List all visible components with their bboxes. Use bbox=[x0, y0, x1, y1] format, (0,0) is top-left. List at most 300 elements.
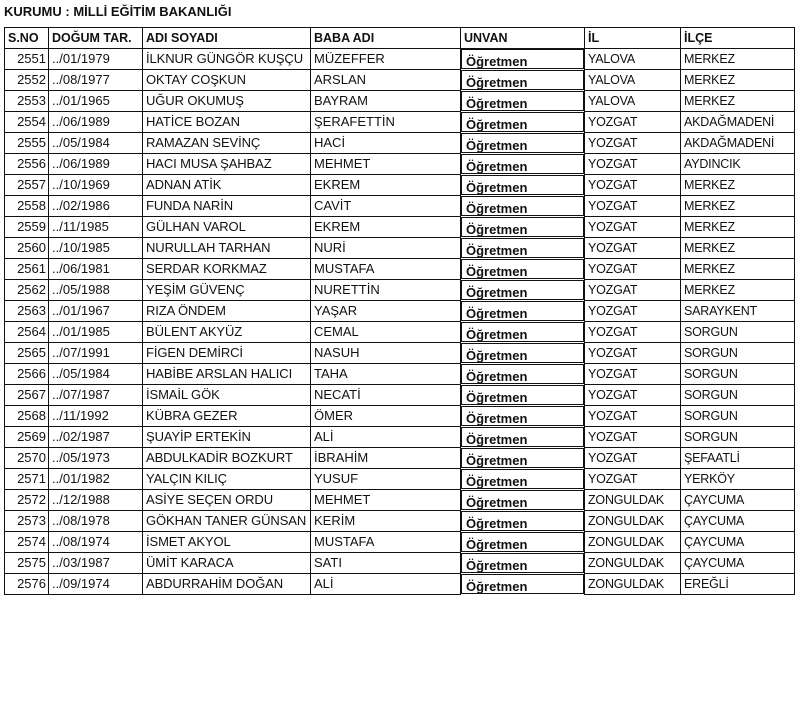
sno-cell-text: 2567 bbox=[17, 387, 46, 402]
father-name-cell-text: NASUH bbox=[314, 345, 360, 360]
sno-cell-text: 2560 bbox=[17, 240, 46, 255]
sno-cell bbox=[5, 196, 49, 217]
title-cell bbox=[461, 196, 584, 216]
title-cell-text: Öğretmen bbox=[466, 305, 528, 321]
province-cell-text: YOZGAT bbox=[588, 157, 638, 171]
district-cell-text: MERKEZ bbox=[684, 220, 735, 234]
sno-cell-text: 2551 bbox=[17, 51, 46, 66]
title-cell-text: Öğretmen bbox=[466, 242, 528, 258]
district-cell bbox=[681, 49, 795, 70]
full-name-cell bbox=[143, 448, 311, 469]
father-name-cell-text: NECATİ bbox=[314, 387, 361, 402]
title-cell-text: Öğretmen bbox=[466, 494, 528, 510]
district-cell-text: YERKÖY bbox=[684, 472, 735, 486]
sno-cell-text: 2565 bbox=[17, 345, 46, 360]
title-cell bbox=[461, 343, 584, 363]
father-name-cell bbox=[311, 532, 461, 553]
table-row bbox=[5, 532, 795, 553]
title-cell bbox=[461, 91, 584, 111]
father-name-cell bbox=[311, 196, 461, 217]
title-cell bbox=[461, 406, 584, 426]
father-name-cell-text: SATI bbox=[314, 555, 342, 570]
title-cell-text: Öğretmen bbox=[466, 284, 528, 300]
title-cell bbox=[461, 511, 584, 531]
birth-date-cell bbox=[49, 301, 143, 322]
full-name-cell-text: İLKNUR GÜNGÖR KUŞÇU bbox=[146, 51, 304, 66]
title-cell bbox=[461, 154, 584, 174]
title-cell-text: Öğretmen bbox=[466, 473, 528, 489]
birth-date-cell bbox=[49, 175, 143, 196]
province-cell-text: ZONGULDAK bbox=[588, 556, 664, 570]
title-cell-text: Öğretmen bbox=[466, 452, 528, 468]
full-name-cell bbox=[143, 301, 311, 322]
birth-date-cell-text: ../03/1987 bbox=[52, 555, 110, 570]
title-cell-text: Öğretmen bbox=[466, 410, 528, 426]
district-cell-text: MERKEZ bbox=[684, 178, 735, 192]
table-row bbox=[5, 511, 795, 532]
district-cell bbox=[681, 364, 795, 385]
sno-cell-text: 2554 bbox=[17, 114, 46, 129]
father-name-cell-text: NURETTİN bbox=[314, 282, 380, 297]
birth-date-cell-text: ../11/1992 bbox=[52, 408, 109, 423]
table-row bbox=[5, 469, 795, 490]
sno-cell bbox=[5, 322, 49, 343]
province-cell bbox=[585, 469, 681, 490]
title-cell bbox=[461, 322, 584, 342]
father-name-cell bbox=[311, 385, 461, 406]
table-row bbox=[5, 406, 795, 427]
table-row bbox=[5, 217, 795, 238]
full-name-cell-text: YEŞİM GÜVENÇ bbox=[146, 282, 245, 297]
sno-cell-text: 2573 bbox=[17, 513, 46, 528]
full-name-cell-text: RIZA ÖNDEM bbox=[146, 303, 226, 318]
birth-date-cell bbox=[49, 91, 143, 112]
title-cell-text: Öğretmen bbox=[466, 137, 528, 153]
father-name-cell bbox=[311, 91, 461, 112]
birth-date-cell-text: ../08/1977 bbox=[52, 72, 110, 87]
birth-date-cell bbox=[49, 259, 143, 280]
full-name-cell-text: NURULLAH TARHAN bbox=[146, 240, 271, 255]
district-cell-text: SARAYKENT bbox=[684, 304, 757, 318]
province-cell-text: YOZGAT bbox=[588, 451, 638, 465]
father-name-cell-text: NURİ bbox=[314, 240, 346, 255]
birth-date-cell-text: ../01/1985 bbox=[52, 324, 110, 339]
birth-date-cell bbox=[49, 112, 143, 133]
table-row bbox=[5, 196, 795, 217]
father-name-cell bbox=[311, 112, 461, 133]
full-name-cell bbox=[143, 574, 311, 595]
sno-cell bbox=[5, 406, 49, 427]
full-name-cell-text: KÜBRA GEZER bbox=[146, 408, 238, 423]
district-cell-text: MERKEZ bbox=[684, 73, 735, 87]
sno-cell bbox=[5, 343, 49, 364]
province-cell-text: ZONGULDAK bbox=[588, 535, 664, 549]
birth-date-cell-text: ../08/1978 bbox=[52, 513, 110, 528]
title-cell-text: Öğretmen bbox=[466, 326, 528, 342]
district-cell-text: SORGUN bbox=[684, 430, 738, 444]
header-title: UNVAN bbox=[461, 28, 585, 49]
sno-cell-text: 2570 bbox=[17, 450, 46, 465]
district-cell bbox=[681, 175, 795, 196]
title-cell-text: Öğretmen bbox=[466, 536, 528, 552]
birth-date-cell-text: ../12/1988 bbox=[52, 492, 110, 507]
sno-cell-text: 2575 bbox=[17, 555, 46, 570]
father-name-cell bbox=[311, 364, 461, 385]
table-row bbox=[5, 364, 795, 385]
sno-cell-text: 2572 bbox=[17, 492, 46, 507]
full-name-cell bbox=[143, 259, 311, 280]
father-name-cell bbox=[311, 406, 461, 427]
sno-cell-text: 2553 bbox=[17, 93, 46, 108]
full-name-cell bbox=[143, 427, 311, 448]
sno-cell bbox=[5, 385, 49, 406]
table-row bbox=[5, 280, 795, 301]
birth-date-cell bbox=[49, 574, 143, 595]
birth-date-cell-text: ../06/1989 bbox=[52, 156, 110, 171]
full-name-cell-text: HABİBE ARSLAN HALICI bbox=[146, 366, 293, 381]
father-name-cell bbox=[311, 301, 461, 322]
title-cell bbox=[461, 427, 584, 447]
father-name-cell-text: MEHMET bbox=[314, 156, 371, 171]
province-cell bbox=[585, 175, 681, 196]
father-name-cell-text: MUSTAFA bbox=[314, 261, 375, 276]
province-cell bbox=[585, 574, 681, 595]
district-cell bbox=[681, 490, 795, 511]
father-name-cell-text: ALİ bbox=[314, 429, 334, 444]
district-cell-text: ŞEFAATLİ bbox=[684, 451, 740, 465]
title-cell-text: Öğretmen bbox=[466, 179, 528, 195]
province-cell bbox=[585, 217, 681, 238]
title-cell bbox=[461, 112, 584, 132]
birth-date-cell-text: ../01/1965 bbox=[52, 93, 110, 108]
province-cell bbox=[585, 301, 681, 322]
full-name-cell bbox=[143, 280, 311, 301]
province-cell bbox=[585, 343, 681, 364]
full-name-cell bbox=[143, 469, 311, 490]
birth-date-cell bbox=[49, 154, 143, 175]
district-cell bbox=[681, 196, 795, 217]
sno-cell bbox=[5, 91, 49, 112]
birth-date-cell bbox=[49, 448, 143, 469]
province-cell-text: YOZGAT bbox=[588, 304, 638, 318]
title-cell bbox=[461, 175, 584, 195]
title-cell bbox=[461, 49, 584, 69]
table-row bbox=[5, 238, 795, 259]
birth-date-cell bbox=[49, 280, 143, 301]
title-cell-text: Öğretmen bbox=[466, 515, 528, 531]
title-cell-text: Öğretmen bbox=[466, 221, 528, 237]
sno-cell bbox=[5, 217, 49, 238]
province-cell-text: YALOVA bbox=[588, 73, 635, 87]
birth-date-cell bbox=[49, 217, 143, 238]
full-name-cell-text: YALÇIN KILIÇ bbox=[146, 471, 227, 486]
district-cell bbox=[681, 112, 795, 133]
district-cell-text: ÇAYCUMA bbox=[684, 493, 745, 507]
sno-cell-text: 2574 bbox=[17, 534, 46, 549]
father-name-cell bbox=[311, 490, 461, 511]
full-name-cell-text: İSMET AKYOL bbox=[146, 534, 231, 549]
sno-cell bbox=[5, 238, 49, 259]
full-name-cell-text: UĞUR OKUMUŞ bbox=[146, 93, 244, 108]
full-name-cell bbox=[143, 343, 311, 364]
district-cell-text: MERKEZ bbox=[684, 283, 735, 297]
full-name-cell bbox=[143, 406, 311, 427]
province-cell-text: YOZGAT bbox=[588, 430, 638, 444]
father-name-cell bbox=[311, 553, 461, 574]
father-name-cell bbox=[311, 133, 461, 154]
father-name-cell bbox=[311, 70, 461, 91]
title-cell bbox=[461, 574, 584, 594]
full-name-cell bbox=[143, 217, 311, 238]
table-header-row bbox=[5, 28, 795, 49]
full-name-cell-text: SERDAR KORKMAZ bbox=[146, 261, 267, 276]
title-cell-text: Öğretmen bbox=[466, 368, 528, 384]
sno-cell bbox=[5, 364, 49, 385]
district-cell-text: EREĞLİ bbox=[684, 577, 729, 591]
father-name-cell-text: ALİ bbox=[314, 576, 334, 591]
full-name-cell-text: ABDULKADİR BOZKURT bbox=[146, 450, 293, 465]
sno-cell bbox=[5, 301, 49, 322]
personnel-table bbox=[4, 27, 795, 595]
district-cell-text: SORGUN bbox=[684, 346, 738, 360]
header-province: İL bbox=[585, 28, 681, 49]
sno-cell bbox=[5, 112, 49, 133]
header-birth-date: DOĞUM TAR. bbox=[49, 28, 143, 49]
table-row bbox=[5, 49, 795, 70]
district-cell-text: SORGUN bbox=[684, 325, 738, 339]
father-name-cell-text: KERİM bbox=[314, 513, 356, 528]
district-cell bbox=[681, 553, 795, 574]
title-cell-text: Öğretmen bbox=[466, 389, 528, 405]
title-cell bbox=[461, 70, 584, 90]
father-name-cell bbox=[311, 175, 461, 196]
sno-cell bbox=[5, 574, 49, 595]
province-cell bbox=[585, 364, 681, 385]
birth-date-cell-text: ../05/1984 bbox=[52, 135, 110, 150]
district-cell-text: MERKEZ bbox=[684, 262, 735, 276]
father-name-cell-text: HACİ bbox=[314, 135, 346, 150]
title-cell bbox=[461, 259, 584, 279]
province-cell-text: YOZGAT bbox=[588, 388, 638, 402]
father-name-cell-text: ÖMER bbox=[314, 408, 353, 423]
header-district: İLÇE bbox=[681, 28, 795, 49]
title-cell bbox=[461, 385, 584, 405]
full-name-cell-text: HACI MUSA ŞAHBAZ bbox=[146, 156, 272, 171]
district-cell-text: SORGUN bbox=[684, 367, 738, 381]
title-cell-text: Öğretmen bbox=[466, 347, 528, 363]
province-cell-text: YALOVA bbox=[588, 94, 635, 108]
table-row bbox=[5, 427, 795, 448]
district-cell bbox=[681, 406, 795, 427]
birth-date-cell bbox=[49, 49, 143, 70]
father-name-cell bbox=[311, 49, 461, 70]
birth-date-cell-text: ../09/1974 bbox=[52, 576, 110, 591]
title-cell-text: Öğretmen bbox=[466, 116, 528, 132]
father-name-cell-text: MUSTAFA bbox=[314, 534, 375, 549]
district-cell-text: ÇAYCUMA bbox=[684, 556, 745, 570]
district-cell-text: AYDINCIK bbox=[684, 157, 741, 171]
district-cell bbox=[681, 238, 795, 259]
full-name-cell-text: RAMAZAN SEVİNÇ bbox=[146, 135, 261, 150]
father-name-cell bbox=[311, 238, 461, 259]
province-cell bbox=[585, 238, 681, 259]
father-name-cell bbox=[311, 343, 461, 364]
father-name-cell-text: CEMAL bbox=[314, 324, 359, 339]
province-cell-text: ZONGULDAK bbox=[588, 577, 664, 591]
birth-date-cell-text: ../01/1979 bbox=[52, 51, 110, 66]
province-cell bbox=[585, 532, 681, 553]
father-name-cell-text: MÜZEFFER bbox=[314, 51, 385, 66]
table-row bbox=[5, 175, 795, 196]
birth-date-cell bbox=[49, 343, 143, 364]
full-name-cell bbox=[143, 70, 311, 91]
district-cell bbox=[681, 448, 795, 469]
table-row bbox=[5, 133, 795, 154]
header-father-name: BABA ADI bbox=[311, 28, 461, 49]
province-cell-text: YOZGAT bbox=[588, 220, 638, 234]
table-row bbox=[5, 259, 795, 280]
father-name-cell bbox=[311, 322, 461, 343]
province-cell bbox=[585, 133, 681, 154]
father-name-cell bbox=[311, 280, 461, 301]
birth-date-cell-text: ../08/1974 bbox=[52, 534, 110, 549]
full-name-cell bbox=[143, 511, 311, 532]
sno-cell-text: 2552 bbox=[17, 72, 46, 87]
birth-date-cell-text: ../05/1984 bbox=[52, 366, 110, 381]
province-cell bbox=[585, 280, 681, 301]
table-row bbox=[5, 91, 795, 112]
province-cell bbox=[585, 553, 681, 574]
father-name-cell bbox=[311, 448, 461, 469]
birth-date-cell bbox=[49, 133, 143, 154]
province-cell-text: YOZGAT bbox=[588, 199, 638, 213]
table-row bbox=[5, 553, 795, 574]
title-cell-text: Öğretmen bbox=[466, 54, 528, 69]
table-row bbox=[5, 574, 795, 595]
district-cell bbox=[681, 217, 795, 238]
birth-date-cell-text: ../10/1985 bbox=[52, 240, 110, 255]
table-row bbox=[5, 112, 795, 133]
title-cell bbox=[461, 490, 584, 510]
title-cell bbox=[461, 553, 584, 573]
full-name-cell bbox=[143, 490, 311, 511]
birth-date-cell-text: ../01/1967 bbox=[52, 303, 110, 318]
birth-date-cell bbox=[49, 427, 143, 448]
header-full-name: ADI SOYADI bbox=[143, 28, 311, 49]
sno-cell bbox=[5, 448, 49, 469]
sno-cell bbox=[5, 469, 49, 490]
sno-cell-text: 2556 bbox=[17, 156, 46, 171]
full-name-cell-text: İSMAİL GÖK bbox=[146, 387, 220, 402]
header-sno: S.NO bbox=[5, 28, 49, 49]
father-name-cell bbox=[311, 469, 461, 490]
birth-date-cell bbox=[49, 364, 143, 385]
province-cell-text: YOZGAT bbox=[588, 325, 638, 339]
district-cell-text: AKDAĞMADENİ bbox=[684, 136, 775, 150]
father-name-cell-text: EKREM bbox=[314, 177, 361, 192]
province-cell bbox=[585, 70, 681, 91]
father-name-cell bbox=[311, 217, 461, 238]
birth-date-cell bbox=[49, 322, 143, 343]
province-cell bbox=[585, 511, 681, 532]
sno-cell bbox=[5, 532, 49, 553]
table-row bbox=[5, 70, 795, 91]
full-name-cell bbox=[143, 238, 311, 259]
district-cell bbox=[681, 91, 795, 112]
district-cell bbox=[681, 133, 795, 154]
birth-date-cell-text: ../02/1987 bbox=[52, 429, 110, 444]
father-name-cell-text: ŞERAFETTİN bbox=[314, 114, 395, 129]
district-cell-text: MERKEZ bbox=[684, 241, 735, 255]
title-cell bbox=[461, 280, 584, 300]
father-name-cell bbox=[311, 154, 461, 175]
sno-cell-text: 2576 bbox=[17, 576, 46, 591]
title-cell-text: Öğretmen bbox=[466, 200, 528, 216]
title-cell bbox=[461, 238, 584, 258]
father-name-cell-text: MEHMET bbox=[314, 492, 371, 507]
birth-date-cell bbox=[49, 196, 143, 217]
table-body bbox=[5, 49, 795, 595]
father-name-cell-text: TAHA bbox=[314, 366, 348, 381]
district-cell bbox=[681, 343, 795, 364]
full-name-cell-text: ÜMİT KARACA bbox=[146, 555, 234, 570]
birth-date-cell-text: ../10/1969 bbox=[52, 177, 110, 192]
father-name-cell bbox=[311, 427, 461, 448]
full-name-cell-text: GÖKHAN TANER GÜNSAN bbox=[146, 513, 307, 528]
province-cell-text: YOZGAT bbox=[588, 283, 638, 297]
full-name-cell-text: ADNAN ATİK bbox=[146, 177, 222, 192]
birth-date-cell bbox=[49, 406, 143, 427]
title-cell bbox=[461, 532, 584, 552]
sno-cell-text: 2555 bbox=[17, 135, 46, 150]
sno-cell-text: 2571 bbox=[17, 471, 46, 486]
full-name-cell-text: GÜLHAN VAROL bbox=[146, 219, 246, 234]
father-name-cell bbox=[311, 511, 461, 532]
sno-cell-text: 2563 bbox=[17, 303, 46, 318]
province-cell-text: YOZGAT bbox=[588, 346, 638, 360]
sno-cell bbox=[5, 259, 49, 280]
father-name-cell-text: EKREM bbox=[314, 219, 361, 234]
district-cell bbox=[681, 70, 795, 91]
sno-cell-text: 2564 bbox=[17, 324, 46, 339]
full-name-cell-text: ABDURRAHİM DOĞAN bbox=[146, 576, 284, 591]
province-cell-text: YOZGAT bbox=[588, 115, 638, 129]
full-name-cell-text: FİGEN DEMİRCİ bbox=[146, 345, 243, 360]
birth-date-cell-text: ../06/1989 bbox=[52, 114, 110, 129]
district-cell bbox=[681, 427, 795, 448]
district-cell bbox=[681, 280, 795, 301]
title-cell bbox=[461, 364, 584, 384]
sno-cell-text: 2559 bbox=[17, 219, 46, 234]
province-cell-text: YOZGAT bbox=[588, 472, 638, 486]
birth-date-cell bbox=[49, 511, 143, 532]
title-cell-text: Öğretmen bbox=[466, 578, 528, 594]
full-name-cell-text: ŞUAYİP ERTEKİN bbox=[146, 429, 251, 444]
birth-date-cell bbox=[49, 490, 143, 511]
province-cell bbox=[585, 385, 681, 406]
district-cell-text: ÇAYCUMA bbox=[684, 514, 745, 528]
full-name-cell bbox=[143, 553, 311, 574]
sno-cell bbox=[5, 280, 49, 301]
province-cell-text: YOZGAT bbox=[588, 409, 638, 423]
district-cell-text: AKDAĞMADENİ bbox=[684, 115, 775, 129]
sno-cell bbox=[5, 511, 49, 532]
district-cell-text: ÇAYCUMA bbox=[684, 535, 745, 549]
full-name-cell-text: FUNDA NARİN bbox=[146, 198, 234, 213]
province-cell-text: ZONGULDAK bbox=[588, 514, 664, 528]
birth-date-cell bbox=[49, 385, 143, 406]
birth-date-cell bbox=[49, 469, 143, 490]
